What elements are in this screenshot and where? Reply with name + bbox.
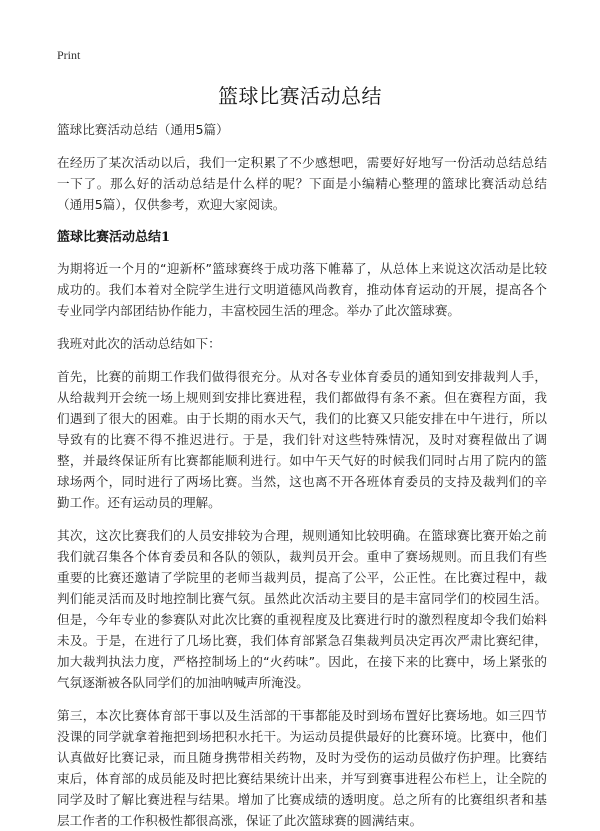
print-link[interactable]: Print xyxy=(57,48,81,62)
document-title: 篮球比赛活动总结 xyxy=(218,84,382,108)
body-paragraph-3: 首先，比赛的前期工作我们做得很充分。从对各专业体育委员的通知到安排裁判人手，从给裁判开会统一场上规则到安排比赛进程，我们都做得有条不紊。但在赛程方面，我们遇到了很大的困难。由于长期的雨水天气，我们的比赛又只能安排在中午进行，所以导致有的比赛不得不推迟进行。于是，我们针对这些特殊情况，及时对赛程做出了调整，并最终保证所有比赛都能顺利进行。如中午天气好的时候我们同时占用了院内的篮球场两个，同时进行了两场比赛。当然，这也离不开各班体育委员的支持及裁判们的辛勤工作。还有运动员的理解。 xyxy=(57,369,547,510)
document-body xyxy=(57,119,547,831)
body-paragraph-5: 第三，本次比赛体育部干事以及生活部的干事都能及时到场布置好比赛场地。如三四节没课的同学就拿着拖把到场把积水托干。为运动员提供最好的比赛环境。比赛中，他们认真做好比赛记录，而且随身携带相关药物，及时为受伤的运动员做疗伤护理。比赛结束后，体育部的成员能及时把比赛结果统计出来，并写到赛事进程公布栏上，让全院的同学及时了解比赛进程与结果。增加了比赛成绩的透明度。总之所有的比赛组织者和基层工作者的工作积极性都很高涨，保证了此次篮球赛的圆满结束。 xyxy=(57,708,547,828)
body-paragraph-4: 其次，这次比赛我们的人员安排较为合理，规则通知比较明确。在篮球赛比赛开始之前我们就召集各个体育委员和各队的领队，裁判员开会。重申了赛场规则。而且我们有些重要的比赛还邀请了学院里的老师当裁判员，提高了公平，公正性。在比赛过程中，裁判们能灵活而及时地控制比赛气氛。虽然此次活动主要目的是丰富同学们的校园生活。但是，今年专业的参赛队对此次比赛的重视程度及比赛进行时的激烈程度却令我们始料未及。于是，在进行了几场比赛，我们体育部紧急召集裁判员决定再次严肃比赛纪律，加大裁判执法力度，严格控制场上的“火药味”。因此，在接下来的比赛中，场上紧张的气氛逐渐被各队同学们的加油呐喊声所淹没。 xyxy=(57,528,547,690)
section-heading: 篮球比赛活动总结1 xyxy=(57,230,171,245)
body-paragraph-1: 为期将近一个月的“迎新杯”篮球赛终于成功落下帷幕了，从总体上来说这次活动是比较成功的。我们本着对全院学生进行文明道德风尚教育，推动体育运动的开展，提高各个专业同学内部团结协作能力，丰富校园生活的理念。举办了此次篮球赛。 xyxy=(57,261,547,318)
intro-paragraph: 在经历了某次活动以后，我们一定积累了不少感想吧，需要好好地写一份活动总结总结一下了。那么好的活动总结是什么样的呢？下面是小编精心整理的篮球比赛活动总结（通用5篇），仅供参考，欢迎大家阅读。 xyxy=(57,155,547,212)
document-subtitle: 篮球比赛活动总结（通用5篇） xyxy=(57,122,229,137)
body-paragraph-2: 我班对此次的活动总结如下： xyxy=(57,336,221,351)
